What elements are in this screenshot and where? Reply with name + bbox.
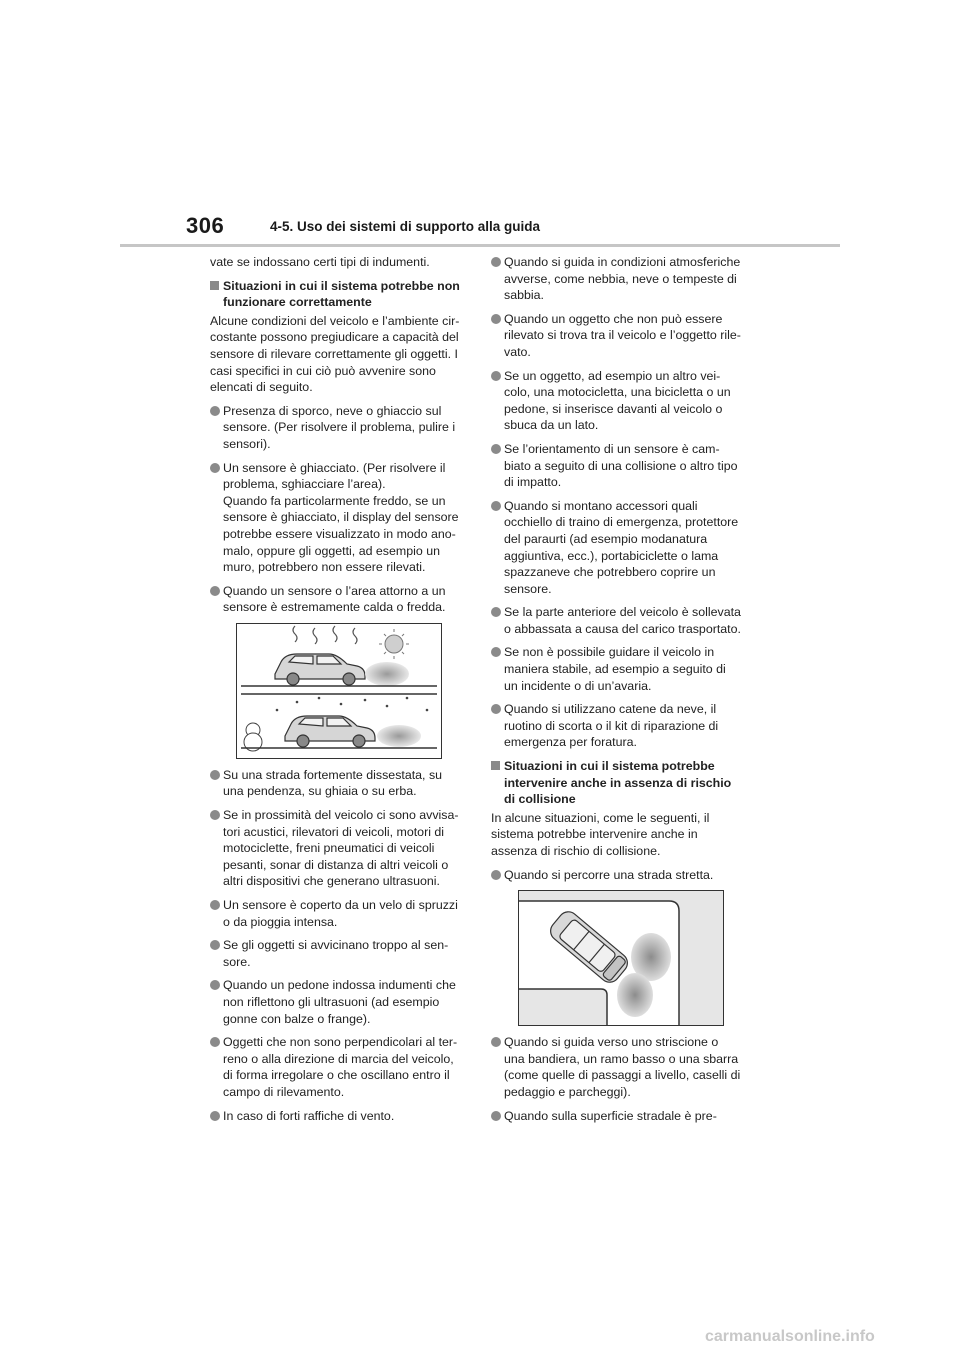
heading-false-activation — [491, 758, 746, 808]
bullet-icon — [210, 463, 220, 473]
list-item-text: Se l’orientamento di un sensore è cam- biato a seguito di una collisione o altro tipo di impatto. — [504, 441, 738, 490]
bullet-icon — [491, 371, 501, 381]
bullet-icon — [210, 980, 220, 990]
bullet-icon — [491, 1111, 501, 1121]
list-item-text: Quando un sensore o l’area attorno a un sensore è estremamente calda o fredda. — [223, 583, 446, 615]
bullet-icon — [491, 704, 501, 714]
list-item — [491, 1034, 746, 1100]
list-item — [210, 977, 465, 1027]
weather-illustration — [236, 623, 442, 759]
list-item — [491, 604, 746, 637]
list-item-text: Se gli oggetti si avvicinano troppo al sen- sore. — [223, 938, 449, 969]
list-item-text: Se non è possibile guidare il veicolo in maniera stabile, ad esempio a seguito di un incidente o di un’avaria. — [504, 645, 726, 693]
bullet-icon — [210, 770, 220, 780]
heading-text: Situazioni in cui il sistema potrebbe intervenire anche in assenza di rischio di collisione — [504, 759, 732, 807]
left-column — [210, 254, 465, 1131]
page-number: 306 — [186, 213, 225, 238]
list-item-text: Quando si guida verso uno striscione o una bandiera, un ramo basso o una sbarra (come quelle di passaggi a livello, caselli di pedaggio e parcheggi). — [504, 1035, 741, 1099]
square-bullet-icon — [491, 761, 500, 770]
list-item — [491, 441, 746, 491]
list-item — [491, 644, 746, 694]
list-item-text: Quando si percorre una strada stretta. — [504, 867, 714, 882]
list-item — [210, 1034, 465, 1100]
bullet-icon — [210, 1111, 220, 1121]
section-title: 4-5. Uso dei sistemi di supporto alla guida — [270, 219, 541, 234]
list-item — [491, 867, 746, 884]
bullet-icon — [210, 940, 220, 950]
paragraph: In alcune situazioni, come le seguenti, il sistema potrebbe intervenire anche in assenza di rischio di collisione. — [491, 810, 710, 858]
list-item-text: Quando si guida in condizioni atmosferiche avverse, come nebbia, neve o tempeste di sabbia. — [504, 255, 741, 303]
bullet-icon — [210, 1037, 220, 1047]
list-item-text: Se in prossimità del veicolo ci sono avvisa- tori acustici, rilevatori di veicoli, motori di motociclette, freni pneumatici di veicoli pesanti, sonar di distanza di altri veicoli o altri dispositivi che generano ultrasuoni. — [223, 808, 459, 889]
list-item-text: Presenza di sporco, neve o ghiaccio sul sensore. (Per risolvere il problema, pulire i sensori). — [223, 403, 456, 451]
bullet-icon — [210, 406, 220, 416]
heading-malfunction — [210, 278, 465, 311]
list-item — [210, 807, 465, 890]
header-divider — [120, 244, 840, 247]
list-item-text: Quando si montano accessori quali occhiello di traino di emergenza, protettore del paraurti (ad esempio modanatura aggiuntiva, ecc.), portabiciclette o lama spazzaneve che potrebbero coprire un sensore. — [504, 498, 739, 596]
bullet-icon — [491, 314, 501, 324]
page-header — [0, 0, 960, 250]
square-bullet-icon — [210, 281, 219, 290]
list-item-text: Quando si utilizzano catene da neve, il ruotino di scorta o il kit di riparazione di emergenza per foratura. — [504, 702, 719, 750]
list-item — [491, 701, 746, 751]
list-item-text: Su una strada fortemente dissestata, su una pendenza, su ghiaia o su erba. — [223, 767, 443, 799]
list-item-text: Un sensore è ghiacciato. (Per risolvere il problema, sghiacciare l’area). Quando fa particolarmente freddo, se un sensore è ghiacciato, il display del sensore potrebbe essere visualizzato in modo ano- malo, oppure gli oggetti, ad esempio un muro, potrebbero non essere rilevati. — [223, 460, 459, 575]
bullet-icon — [210, 900, 220, 910]
list-item — [491, 1108, 746, 1125]
bullet-icon — [210, 586, 220, 596]
list-item-text: Quando un oggetto che non può essere rilevato si trova tra il veicolo e l’oggetto rile- vato. — [504, 311, 741, 359]
heading-text: Situazioni in cui il sistema potrebbe non funzionare correttamente — [223, 278, 460, 310]
bullet-icon — [210, 810, 220, 820]
bullet-icon — [491, 501, 501, 511]
list-item — [491, 254, 746, 304]
list-item-text: Un sensore è coperto da un velo di spruzzi o da pioggia intensa. — [223, 898, 458, 929]
list-item-text: In caso di forti raffiche di vento. — [223, 1108, 395, 1123]
bullet-icon — [491, 607, 501, 617]
list-item-text: Se un oggetto, ad esempio un altro vei- colo, una motocicletta, una bicicletta o un pedone, si inserisce davanti al veicolo o sbuca da un lato. — [504, 368, 731, 433]
bullet-icon — [491, 257, 501, 267]
intro-text: vate se indossano certi tipi di indumenti. — [210, 255, 430, 269]
bullet-icon — [491, 1037, 501, 1047]
list-item — [210, 403, 465, 453]
list-item-text: Quando sulla superficie stradale è pre- — [504, 1108, 717, 1123]
narrow-road-illustration — [518, 890, 724, 1026]
list-item — [210, 460, 465, 576]
right-column — [491, 254, 746, 1131]
list-item — [210, 937, 465, 970]
list-item — [210, 1108, 465, 1125]
list-item — [491, 368, 746, 434]
list-item-text: Se la parte anteriore del veicolo è sollevata o abbassata a causa del carico trasportato. — [504, 605, 741, 636]
list-item — [491, 498, 746, 598]
list-item-text: Oggetti che non sono perpendicolari al ter- reno o alla direzione di marcia del veicolo, di forma irregolare o che oscillano entro il campo di rilevamento. — [223, 1035, 458, 1099]
bullet-icon — [491, 870, 501, 880]
list-item — [210, 897, 465, 930]
list-item — [210, 583, 465, 616]
list-item — [491, 311, 746, 361]
watermark: carmanualsonline.info — [705, 1328, 875, 1345]
bullet-icon — [491, 647, 501, 657]
list-item-text: Quando un pedone indossa indumenti che non riflettono gli ultrasuoni (ad esempio gonne con balze o frange). — [223, 978, 456, 1026]
list-item — [210, 767, 465, 800]
paragraph: Alcune condizioni del veicolo e l’ambiente cir- costante possono pregiudicare a capacità del sensore di rilevare correttamente gli oggetti. I casi specifici in cui ciò può avvenire sono elencati di seguito. — [210, 313, 460, 395]
bullet-icon — [491, 444, 501, 454]
